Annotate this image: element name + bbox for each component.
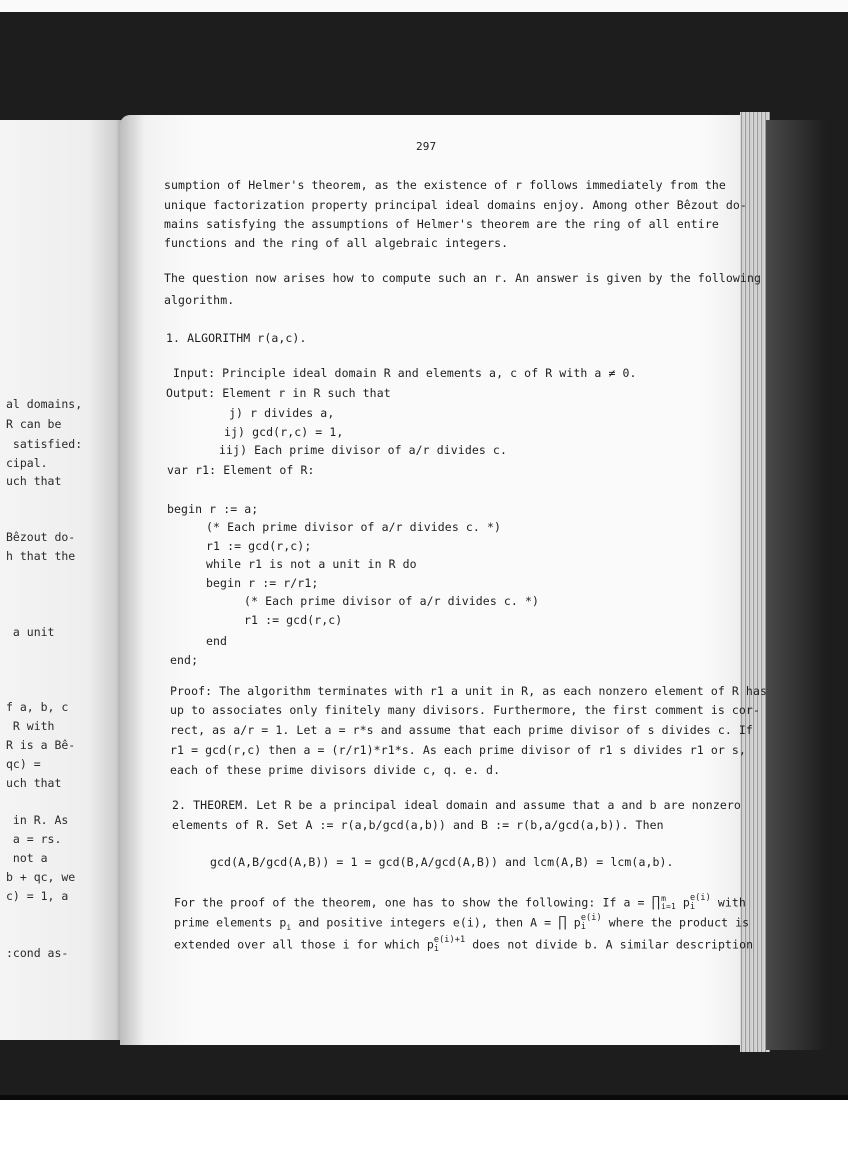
left-fragment: c) = 1, a [6,889,69,903]
left-facing-page [0,120,126,1040]
proof-line: up to associates only finitely many divisors. Furthermore, the first comment is cor- [170,703,760,717]
code-line: (* Each prime divisor of a/r divides c. *) [206,520,501,534]
algorithm-heading: 1. ALGORITHM r(a,c). [166,331,307,345]
text-run: and positive integers e(i), then A = [291,915,559,930]
subscript: i [433,944,440,954]
theorem-line: 2. THEOREM. Let R be a principal ideal domain and assume that a and b are nonzero [172,798,741,812]
algorithm-output: Output: Element r in R such that [166,386,391,400]
paragraph-line: sumption of Helmer's theorem, as the existence of r follows immediately from the [164,178,726,192]
algorithm-condition: ij) gcd(r,c) = 1, [224,425,344,439]
algorithm-condition: iij) Each prime divisor of a/r divides c. [219,443,507,457]
algorithm-var: var r1: Element of R: [167,463,315,477]
paragraph-line: mains satisfying the assumptions of Helmer's theorem are the ring of all entire [164,217,719,231]
left-fragment: h that the [6,549,76,563]
text-run: p [566,915,581,930]
exponent: e(i) [689,893,711,903]
page-shadow [766,120,826,1050]
left-fragment: in R. As [6,813,69,827]
code-line: r1 := gcd(r,c); [206,539,312,553]
final-line-1 [174,894,746,912]
product-symbol: ∏ [651,894,661,911]
text-run: p [675,895,690,910]
final-line-2 [174,914,749,932]
theorem-line: elements of R. Set A := r(a,b/gcd(a,b)) and B := r(b,a/gcd(a,b)). Then [172,818,664,832]
code-line: begin r := r/r1; [206,576,319,590]
text-run: does not divide b. A similar description [465,937,754,952]
subscript: i [580,922,587,932]
theorem-formula: gcd(A,B/gcd(A,B)) = 1 = gcd(B,A/gcd(A,B)) and lcm(A,B) = lcm(a,b). [210,855,674,869]
proof-line: Proof: The algorithm terminates with r1 a unit in R, as each nonzero element of R has [170,684,768,698]
text-run: with [710,895,746,910]
left-fragment: f a, b, c [6,700,69,714]
left-fragment: not a [6,851,48,865]
subscript: i [286,922,292,932]
left-fragment: uch that [6,776,62,790]
paragraph-line: unique factorization property principal ideal domains enjoy. Among other Bêzout do- [164,198,747,212]
page-number: 297 [416,140,437,153]
left-fragment: R can be [6,417,62,431]
exponent: e(i)+1 [433,935,466,945]
code-line: r1 := gcd(r,c) [244,613,343,627]
scanner-top-edge [0,0,848,12]
left-fragment: a unit [6,625,55,639]
product-symbol: ∏ [558,914,567,931]
text-run: where the product is [601,915,750,930]
left-fragment: a = rs. [6,832,62,846]
subscript: i [689,902,696,912]
text-run: For the proof of the theorem, one has to show the following: If a = [174,895,652,910]
proof-line: rect, as a/r = 1. Let a = r*s and assume that each prime divisor of s divides c. If [170,723,753,737]
left-fragment: b + qc, we [6,870,76,884]
left-fragment: satisfied: [6,437,83,451]
code-line: while r1 is not a unit in R do [206,557,417,571]
paragraph-line: algorithm. [164,293,235,307]
code-line: end; [170,653,199,667]
code-line: (* Each prime divisor of a/r divides c. *) [244,594,539,608]
code-line: end [206,634,228,648]
left-fragment: R is a Bê- [6,738,76,752]
product-lower-limit: i=1 [661,902,676,911]
exponent: e(i) [580,913,602,923]
left-fragment: cipal. [6,456,48,470]
left-fragment: Bêzout do- [6,530,76,544]
paragraph-line: The question now arises how to compute such an r. An answer is given by the following [164,271,762,285]
proof-line: each of these prime divisors divide c, q. e. d. [170,763,501,777]
paragraph-line: functions and the ring of all algebraic integers. [164,236,509,250]
code-line: begin r := a; [167,502,259,516]
algorithm-input: Input: Principle ideal domain R and elements a, c of R with a ≠ 0. [173,366,637,380]
final-line-3 [174,936,753,954]
algorithm-condition: j) r divides a, [229,406,335,420]
left-fragment: :cond as- [6,946,69,960]
left-fragment: R with [6,719,55,733]
text-run: extended over all those i for which p [174,937,434,952]
left-fragment: al domains, [6,397,83,411]
scanner-bottom-edge [0,1095,848,1100]
text-run: prime elements p [174,915,287,930]
left-fragment: uch that [6,474,62,488]
proof-line: r1 = gcd(r,c) then a = (r/r1)*r1*s. As each prime divisor of r1 s divides r1 or s, [170,743,746,757]
left-fragment: qc) = [6,757,41,771]
product-upper-limit: m [661,894,667,903]
